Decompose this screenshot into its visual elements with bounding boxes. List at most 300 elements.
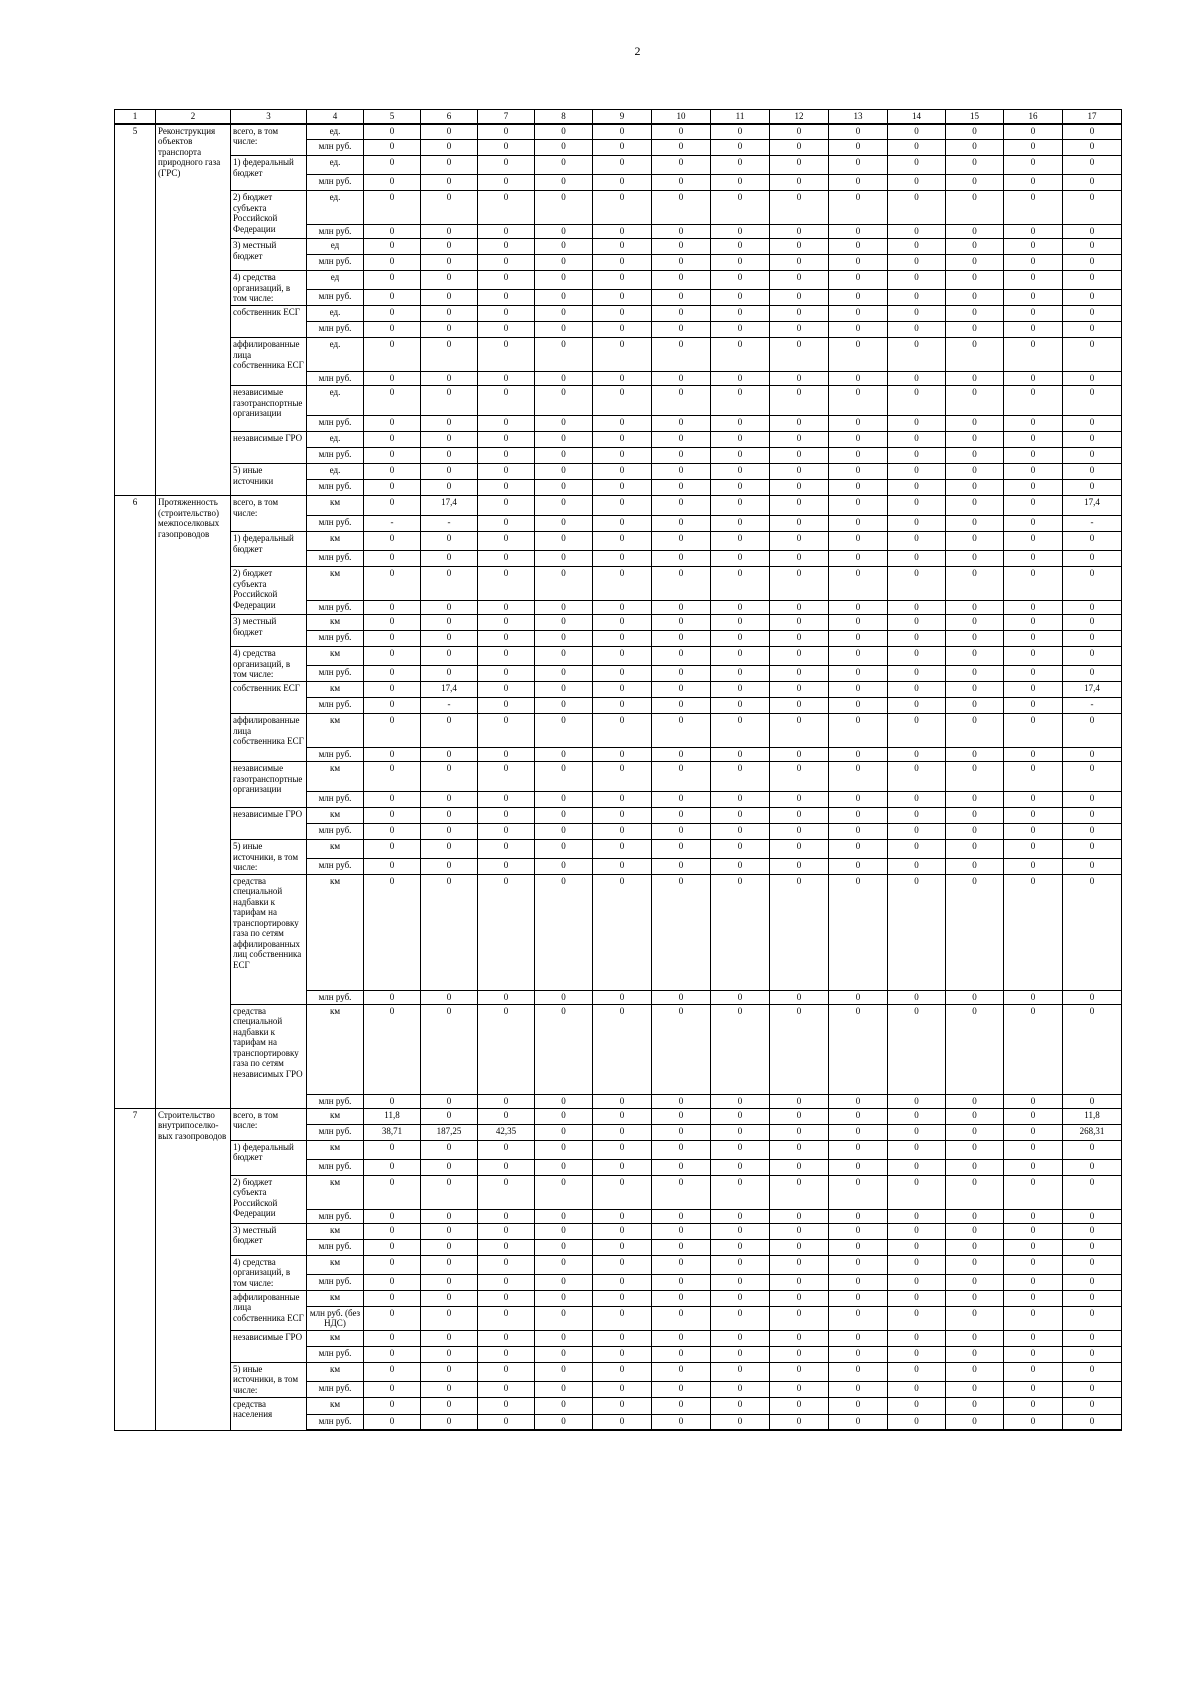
- unit-cell: км: [307, 1140, 364, 1159]
- value-cell: 0: [1004, 416, 1063, 432]
- value-cell: 0: [770, 1330, 829, 1346]
- value-cell: 0: [888, 824, 946, 840]
- value-cell: 0: [829, 225, 888, 239]
- value-cell: 0: [888, 1124, 946, 1140]
- value-cell: 0: [478, 551, 535, 567]
- value-cell: 42,35: [478, 1124, 535, 1140]
- value-cell: 0: [652, 1209, 711, 1223]
- value-cell: 0: [364, 322, 421, 338]
- value-cell: 0: [652, 416, 711, 432]
- value-cell: 0: [593, 1381, 652, 1397]
- value-cell: 0: [421, 647, 478, 666]
- value-cell: 0: [1004, 1414, 1063, 1430]
- value-cell: 0: [770, 225, 829, 239]
- value-cell: 0: [421, 859, 478, 874]
- value-cell: 0: [535, 1306, 593, 1330]
- value-cell: 17,4: [1063, 496, 1122, 516]
- value-cell: 0: [593, 532, 652, 551]
- unit-cell: млн руб.: [307, 1094, 364, 1108]
- value-cell: 0: [770, 1414, 829, 1430]
- value-cell: 0: [1004, 1004, 1063, 1094]
- value-cell: 0: [946, 1414, 1004, 1430]
- value-cell: 0: [770, 322, 829, 338]
- value-cell: 0: [364, 1362, 421, 1381]
- unit-cell: млн руб.: [307, 1239, 364, 1255]
- value-cell: 0: [364, 255, 421, 271]
- value-cell: 0: [593, 464, 652, 480]
- unit-cell: км: [307, 532, 364, 551]
- table-row: [115, 615, 1122, 631]
- value-cell: 0: [888, 1223, 946, 1239]
- column-number: 14: [888, 110, 946, 124]
- value-cell: 0: [478, 601, 535, 615]
- value-cell: 0: [946, 372, 1004, 386]
- value-cell: 0: [364, 432, 421, 448]
- value-cell: 0: [364, 1290, 421, 1306]
- value-cell: 0: [711, 1094, 770, 1108]
- value-cell: 0: [364, 480, 421, 496]
- value-cell: 0: [535, 1239, 593, 1255]
- value-cell: 0: [593, 1362, 652, 1381]
- value-cell: 0: [888, 322, 946, 338]
- value-cell: 0: [364, 496, 421, 516]
- value-cell: 0: [593, 432, 652, 448]
- value-cell: 0: [364, 1239, 421, 1255]
- value-cell: 0: [652, 1290, 711, 1306]
- value-cell: 0: [829, 666, 888, 682]
- value-cell: 0: [652, 1094, 711, 1108]
- value-cell: 0: [421, 1175, 478, 1209]
- unit-cell: млн руб.: [307, 631, 364, 647]
- value-cell: 0: [946, 1124, 1004, 1140]
- table-row: [115, 808, 1122, 824]
- value-cell: 0: [888, 840, 946, 859]
- value-cell: 0: [1063, 271, 1122, 290]
- value-cell: 0: [478, 448, 535, 464]
- value-cell: 0: [1063, 1175, 1122, 1209]
- value-cell: 0: [421, 386, 478, 416]
- value-cell: 0: [888, 255, 946, 271]
- table-row: [115, 1255, 1122, 1274]
- value-cell: 0: [478, 532, 535, 551]
- value-cell: 0: [770, 748, 829, 762]
- value-cell: 0: [535, 1140, 593, 1159]
- value-cell: 0: [1063, 448, 1122, 464]
- unit-cell: ед.: [307, 386, 364, 416]
- value-cell: 0: [421, 551, 478, 567]
- value-cell: 0: [652, 666, 711, 682]
- value-cell: 0: [1063, 1414, 1122, 1430]
- value-cell: 0: [829, 808, 888, 824]
- value-cell: 0: [770, 1004, 829, 1094]
- data-table: [114, 109, 1122, 1431]
- value-cell: 0: [593, 762, 652, 792]
- value-cell: 0: [711, 1255, 770, 1274]
- table-row: [115, 386, 1122, 416]
- value-cell: 0: [711, 631, 770, 647]
- value-cell: 0: [711, 239, 770, 255]
- table-row: [115, 1223, 1122, 1239]
- value-cell: 0: [946, 1306, 1004, 1330]
- value-cell: 0: [535, 175, 593, 191]
- value-cell: 0: [770, 647, 829, 666]
- value-cell: 0: [1004, 322, 1063, 338]
- value-cell: 0: [1063, 631, 1122, 647]
- funding-source: 5) иные источники, в том числе:: [231, 1362, 307, 1397]
- value-cell: 11,8: [1063, 1108, 1122, 1124]
- column-number: 9: [593, 110, 652, 124]
- value-cell: 0: [888, 1159, 946, 1175]
- value-cell: 0: [770, 1140, 829, 1159]
- value-cell: 0: [652, 808, 711, 824]
- unit-cell: млн руб.: [307, 666, 364, 682]
- unit-cell: млн руб.: [307, 1209, 364, 1223]
- unit-cell: млн руб.: [307, 698, 364, 714]
- value-cell: 0: [711, 1140, 770, 1159]
- value-cell: 0: [535, 156, 593, 175]
- value-cell: 0: [711, 175, 770, 191]
- value-cell: 0: [829, 859, 888, 874]
- value-cell: 0: [478, 156, 535, 175]
- unit-cell: км: [307, 1223, 364, 1239]
- value-cell: 0: [770, 156, 829, 175]
- value-cell: 0: [535, 140, 593, 156]
- value-cell: 0: [829, 1159, 888, 1175]
- value-cell: 0: [364, 1175, 421, 1209]
- value-cell: 0: [652, 1004, 711, 1094]
- value-cell: 0: [770, 698, 829, 714]
- value-cell: 0: [888, 990, 946, 1004]
- value-cell: 0: [421, 1140, 478, 1159]
- value-cell: 0: [364, 239, 421, 255]
- value-cell: 0: [829, 271, 888, 290]
- value-cell: 0: [364, 808, 421, 824]
- value-cell: 0: [946, 255, 1004, 271]
- value-cell: 0: [364, 714, 421, 748]
- value-cell: 0: [946, 1209, 1004, 1223]
- value-cell: 0: [888, 698, 946, 714]
- value-cell: 0: [364, 567, 421, 601]
- value-cell: 0: [478, 255, 535, 271]
- value-cell: 0: [593, 1108, 652, 1124]
- funding-source: 5) иные источники: [231, 464, 307, 496]
- funding-source: собственник ЕСГ: [231, 306, 307, 338]
- value-cell: 0: [593, 990, 652, 1004]
- value-cell: 0: [946, 271, 1004, 290]
- value-cell: 0: [1063, 874, 1122, 990]
- value-cell: 0: [770, 338, 829, 372]
- value-cell: 268,31: [1063, 1124, 1122, 1140]
- value-cell: 0: [888, 647, 946, 666]
- value-cell: 0: [888, 432, 946, 448]
- value-cell: 0: [711, 191, 770, 225]
- value-cell: 0: [946, 1290, 1004, 1306]
- value-cell: 0: [364, 140, 421, 156]
- value-cell: 0: [711, 666, 770, 682]
- value-cell: 0: [535, 1094, 593, 1108]
- value-cell: 0: [770, 372, 829, 386]
- value-cell: 0: [478, 1290, 535, 1306]
- value-cell: 0: [535, 601, 593, 615]
- value-cell: 0: [888, 1140, 946, 1159]
- value-cell: 0: [364, 601, 421, 615]
- value-cell: 0: [711, 1239, 770, 1255]
- value-cell: 0: [711, 762, 770, 792]
- value-cell: 0: [770, 551, 829, 567]
- value-cell: 0: [364, 874, 421, 990]
- value-cell: 0: [1063, 175, 1122, 191]
- value-cell: 0: [770, 1223, 829, 1239]
- value-cell: 0: [1004, 175, 1063, 191]
- unit-cell: км: [307, 496, 364, 516]
- value-cell: 0: [829, 1140, 888, 1159]
- unit-cell: км: [307, 647, 364, 666]
- value-cell: 0: [1063, 1004, 1122, 1094]
- value-cell: 0: [652, 191, 711, 225]
- value-cell: 0: [421, 1362, 478, 1381]
- value-cell: 0: [946, 682, 1004, 698]
- value-cell: 0: [478, 567, 535, 601]
- value-cell: 0: [770, 874, 829, 990]
- value-cell: 0: [711, 1414, 770, 1430]
- value-cell: 0: [478, 824, 535, 840]
- value-cell: 0: [364, 156, 421, 175]
- value-cell: 0: [478, 140, 535, 156]
- value-cell: 0: [593, 631, 652, 647]
- value-cell: 0: [946, 124, 1004, 140]
- unit-cell: ед.: [307, 338, 364, 372]
- value-cell: 0: [829, 1255, 888, 1274]
- value-cell: 0: [364, 792, 421, 808]
- value-cell: 0: [829, 1290, 888, 1306]
- value-cell: 0: [1004, 840, 1063, 859]
- value-cell: 0: [421, 255, 478, 271]
- funding-source: независимые ГРО: [231, 432, 307, 464]
- value-cell: 0: [1063, 1223, 1122, 1239]
- value-cell: 0: [535, 1108, 593, 1124]
- value-cell: 0: [829, 290, 888, 306]
- value-cell: 0: [711, 338, 770, 372]
- value-cell: 17,4: [421, 682, 478, 698]
- value-cell: 0: [1004, 239, 1063, 255]
- value-cell: 0: [535, 271, 593, 290]
- value-cell: 0: [421, 124, 478, 140]
- value-cell: 0: [1063, 859, 1122, 874]
- value-cell: 0: [478, 1397, 535, 1414]
- value-cell: 0: [829, 1239, 888, 1255]
- value-cell: 0: [888, 516, 946, 532]
- value-cell: 0: [770, 567, 829, 601]
- value-cell: 0: [946, 1362, 1004, 1381]
- value-cell: 0: [946, 322, 1004, 338]
- value-cell: 0: [652, 1381, 711, 1397]
- value-cell: 0: [364, 631, 421, 647]
- value-cell: 0: [946, 601, 1004, 615]
- value-cell: 0: [946, 1140, 1004, 1159]
- value-cell: 0: [711, 601, 770, 615]
- value-cell: 0: [364, 1381, 421, 1397]
- value-cell: 0: [829, 386, 888, 416]
- unit-cell: ед.: [307, 464, 364, 480]
- value-cell: 0: [1063, 990, 1122, 1004]
- funding-source: аффилированные лица собственника ЕСГ: [231, 338, 307, 386]
- value-cell: 0: [946, 1255, 1004, 1274]
- value-cell: 0: [770, 666, 829, 682]
- value-cell: 0: [770, 239, 829, 255]
- value-cell: 0: [1004, 338, 1063, 372]
- value-cell: 0: [535, 1004, 593, 1094]
- column-number: 17: [1063, 110, 1122, 124]
- value-cell: 0: [770, 615, 829, 631]
- value-cell: 0: [711, 1362, 770, 1381]
- value-cell: 0: [652, 1159, 711, 1175]
- value-cell: 0: [1004, 714, 1063, 748]
- value-cell: 0: [711, 1290, 770, 1306]
- value-cell: 0: [1004, 808, 1063, 824]
- value-cell: 0: [652, 464, 711, 480]
- value-cell: 0: [652, 140, 711, 156]
- value-cell: 0: [829, 1274, 888, 1290]
- value-cell: 0: [1004, 1175, 1063, 1209]
- value-cell: 0: [652, 990, 711, 1004]
- funding-source: 4) средства организаций, в том числе:: [231, 647, 307, 682]
- value-cell: 0: [946, 1274, 1004, 1290]
- table-row: [115, 1108, 1122, 1124]
- value-cell: 0: [888, 306, 946, 322]
- value-cell: 0: [421, 1290, 478, 1306]
- value-cell: 0: [421, 372, 478, 386]
- value-cell: 0: [364, 372, 421, 386]
- value-cell: 0: [1004, 290, 1063, 306]
- value-cell: 0: [364, 1004, 421, 1094]
- value-cell: 0: [593, 1159, 652, 1175]
- unit-cell: млн руб.: [307, 792, 364, 808]
- value-cell: 0: [421, 762, 478, 792]
- value-cell: 0: [946, 1108, 1004, 1124]
- value-cell: 0: [593, 808, 652, 824]
- value-cell: 0: [829, 255, 888, 271]
- value-cell: 0: [711, 1330, 770, 1346]
- unit-cell: млн руб.: [307, 1381, 364, 1397]
- value-cell: 0: [593, 1255, 652, 1274]
- funding-source: 1) федеральный бюджет: [231, 1140, 307, 1175]
- value-cell: 0: [593, 1175, 652, 1209]
- value-cell: 0: [946, 448, 1004, 464]
- column-number: 16: [1004, 110, 1063, 124]
- value-cell: 0: [711, 1175, 770, 1209]
- value-cell: 0: [770, 859, 829, 874]
- value-cell: 0: [1063, 1306, 1122, 1330]
- value-cell: 0: [1004, 824, 1063, 840]
- value-cell: 0: [652, 1175, 711, 1209]
- unit-cell: км: [307, 762, 364, 792]
- value-cell: 0: [888, 140, 946, 156]
- unit-cell: км: [307, 1255, 364, 1274]
- value-cell: 0: [535, 824, 593, 840]
- value-cell: 0: [770, 1108, 829, 1124]
- value-cell: 0: [770, 840, 829, 859]
- value-cell: 0: [478, 1004, 535, 1094]
- value-cell: 0: [1004, 990, 1063, 1004]
- unit-cell: ед: [307, 239, 364, 255]
- value-cell: -: [1063, 516, 1122, 532]
- value-cell: 0: [364, 124, 421, 140]
- value-cell: 0: [888, 1094, 946, 1108]
- value-cell: 0: [946, 1223, 1004, 1239]
- value-cell: 0: [421, 1306, 478, 1330]
- value-cell: 0: [1004, 666, 1063, 682]
- value-cell: 0: [770, 1159, 829, 1175]
- value-cell: 0: [711, 1223, 770, 1239]
- value-cell: 0: [535, 225, 593, 239]
- column-number: 15: [946, 110, 1004, 124]
- value-cell: 0: [711, 714, 770, 748]
- unit-cell: млн руб.: [307, 824, 364, 840]
- section-name: Реконструкция объектов транспорта природного газа (ГРС): [156, 124, 231, 496]
- value-cell: 0: [770, 140, 829, 156]
- unit-cell: млн руб.: [307, 480, 364, 496]
- value-cell: 0: [1063, 1346, 1122, 1362]
- value-cell: 0: [829, 1381, 888, 1397]
- value-cell: 0: [535, 464, 593, 480]
- value-cell: 0: [888, 1362, 946, 1381]
- value-cell: 0: [593, 480, 652, 496]
- value-cell: 0: [421, 990, 478, 1004]
- column-number: 6: [421, 110, 478, 124]
- value-cell: 0: [711, 551, 770, 567]
- value-cell: 0: [946, 1004, 1004, 1094]
- table-row: [115, 1330, 1122, 1346]
- value-cell: 0: [770, 1290, 829, 1306]
- value-cell: 0: [1004, 1330, 1063, 1346]
- value-cell: 0: [421, 631, 478, 647]
- value-cell: 0: [593, 567, 652, 601]
- funding-source: 4) средства организаций, в том числе:: [231, 1255, 307, 1290]
- value-cell: 0: [888, 859, 946, 874]
- value-cell: 0: [1063, 1094, 1122, 1108]
- value-cell: 0: [711, 1346, 770, 1362]
- unit-cell: млн руб.: [307, 448, 364, 464]
- value-cell: 0: [535, 124, 593, 140]
- value-cell: 0: [652, 859, 711, 874]
- value-cell: 0: [421, 824, 478, 840]
- value-cell: 0: [535, 762, 593, 792]
- funding-source: 3) местный бюджет: [231, 239, 307, 271]
- value-cell: 0: [593, 516, 652, 532]
- value-cell: 0: [770, 255, 829, 271]
- value-cell: 0: [593, 824, 652, 840]
- value-cell: 0: [364, 1159, 421, 1175]
- value-cell: 0: [364, 416, 421, 432]
- value-cell: 0: [829, 682, 888, 698]
- value-cell: 0: [593, 792, 652, 808]
- value-cell: 0: [1063, 1362, 1122, 1381]
- value-cell: 0: [652, 448, 711, 464]
- value-cell: 0: [478, 714, 535, 748]
- value-cell: 0: [421, 290, 478, 306]
- value-cell: 0: [421, 1414, 478, 1430]
- value-cell: 0: [478, 516, 535, 532]
- value-cell: 0: [652, 792, 711, 808]
- value-cell: 0: [888, 1381, 946, 1397]
- value-cell: 0: [711, 1274, 770, 1290]
- value-cell: 0: [421, 338, 478, 372]
- table-row: [115, 714, 1122, 748]
- value-cell: 0: [770, 416, 829, 432]
- value-cell: 0: [535, 840, 593, 859]
- value-cell: 0: [1004, 551, 1063, 567]
- value-cell: 0: [1063, 824, 1122, 840]
